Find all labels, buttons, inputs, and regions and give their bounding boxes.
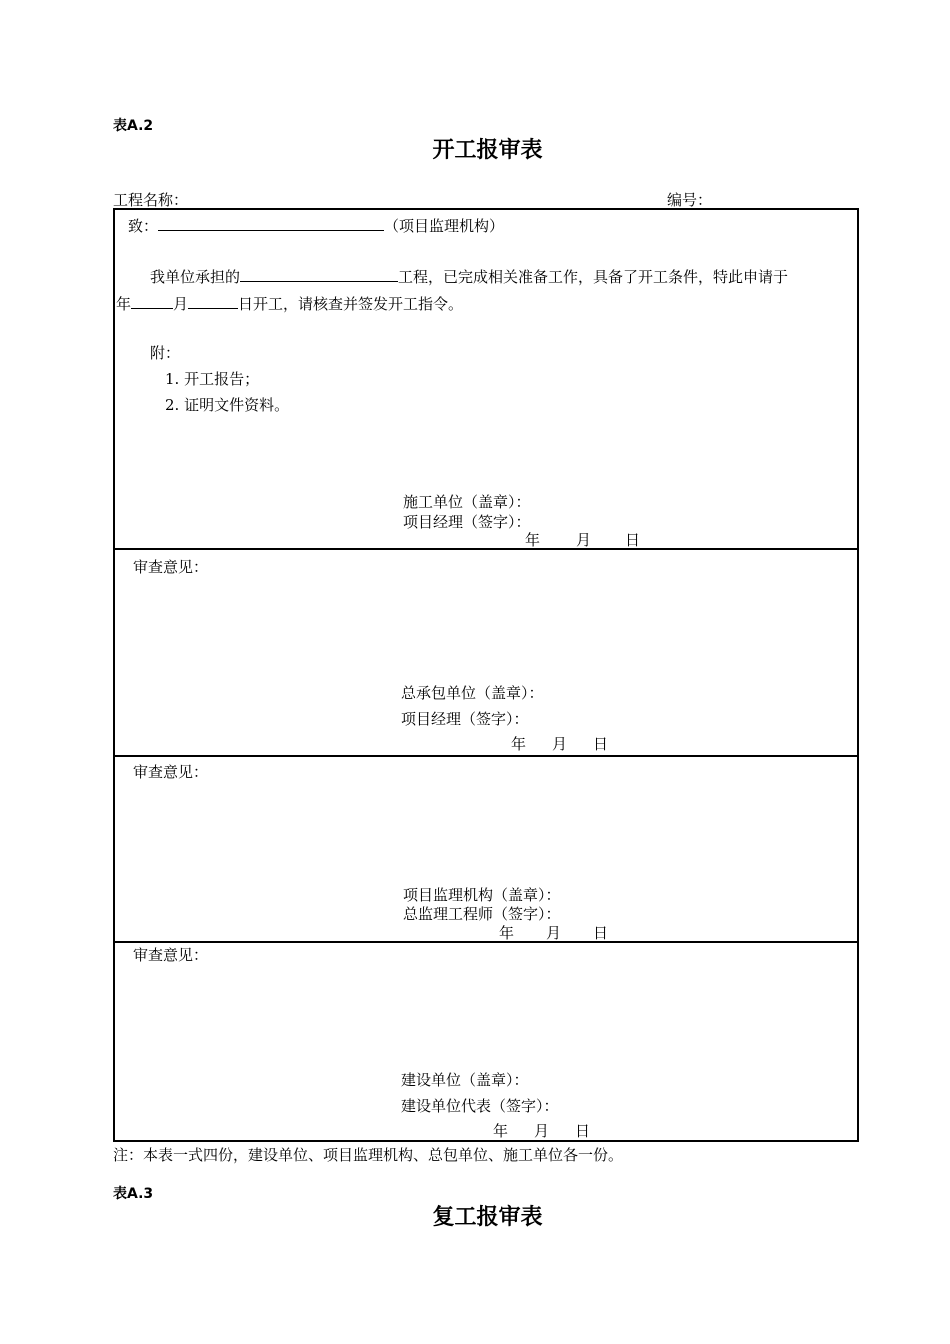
date-month: 月 — [534, 1122, 550, 1140]
seal-label: 总承包单位（盖章）： — [401, 684, 544, 702]
project-blank[interactable] — [240, 267, 398, 282]
date-day: 日 — [593, 924, 609, 942]
date-day: 日 — [593, 735, 609, 753]
recipient-blank[interactable] — [158, 216, 384, 231]
section-divider — [113, 755, 859, 757]
attachment-item: 2. 证明文件资料。 — [165, 396, 290, 414]
project-name-label: 工程名称： — [113, 191, 189, 209]
seal-label: 项目监理机构（盖章）： — [403, 886, 561, 904]
date-month: 月 — [552, 735, 568, 753]
date-day: 日 — [575, 1122, 591, 1140]
form-title: 开工报审表 — [432, 137, 543, 163]
date-line — [499, 924, 608, 942]
body-month: 月 — [173, 295, 189, 313]
body-line-1 — [150, 267, 788, 286]
attachment-item: 1. 开工报告； — [165, 370, 260, 388]
date-year: 年 — [511, 735, 527, 753]
date-month: 月 — [576, 531, 592, 549]
to-suffix: （项目监理机构） — [384, 217, 505, 235]
sign-label: 建设单位代表（签字）： — [401, 1097, 559, 1115]
date-line — [525, 531, 640, 549]
contractor-seal-label: 施工单位（盖章）： — [403, 493, 531, 511]
serial-no-label: 编号： — [667, 191, 713, 209]
date-line — [493, 1122, 590, 1140]
date-year: 年 — [499, 924, 515, 942]
month-blank[interactable] — [131, 294, 173, 309]
date-line — [511, 735, 608, 753]
sign-label: 项目经理（签字）： — [401, 710, 529, 728]
date-year: 年 — [493, 1122, 509, 1140]
section-divider — [113, 548, 859, 550]
date-day: 日 — [625, 531, 641, 549]
body-day-rest: 日开工，请核查并签发开工指令。 — [238, 295, 464, 313]
date-year: 年 — [525, 531, 541, 549]
contractor-manager-sign-label: 项目经理（签字）： — [403, 513, 531, 531]
date-month: 月 — [546, 924, 562, 942]
footnote: 注：本表一式四份，建设单位、项目监理机构、总包单位、施工单位各一份。 — [113, 1146, 624, 1164]
recipient-line — [128, 216, 504, 235]
seal-label: 建设单位（盖章）： — [401, 1071, 529, 1089]
body-part2: 工程，已完成相关准备工作，具备了开工条件，特此申请于 — [398, 268, 789, 286]
form-frame — [113, 208, 859, 1142]
attachment-label: 附： — [150, 344, 181, 362]
opinion-label: 审查意见： — [133, 946, 209, 964]
opinion-label: 审查意见： — [133, 558, 209, 576]
opinion-label: 审查意见： — [133, 763, 209, 781]
body-part1: 我单位承担的 — [150, 268, 241, 286]
body-year: 年 — [116, 295, 132, 313]
sign-label: 总监理工程师（签字）： — [403, 905, 561, 923]
form-title: 复工报审表 — [432, 1204, 543, 1230]
to-label: 致： — [128, 217, 159, 235]
table-label: 表A.2 — [113, 118, 154, 134]
body-line-2 — [116, 294, 463, 313]
section-divider — [113, 941, 859, 943]
day-blank[interactable] — [188, 294, 238, 309]
table-label: 表A.3 — [113, 1186, 154, 1202]
